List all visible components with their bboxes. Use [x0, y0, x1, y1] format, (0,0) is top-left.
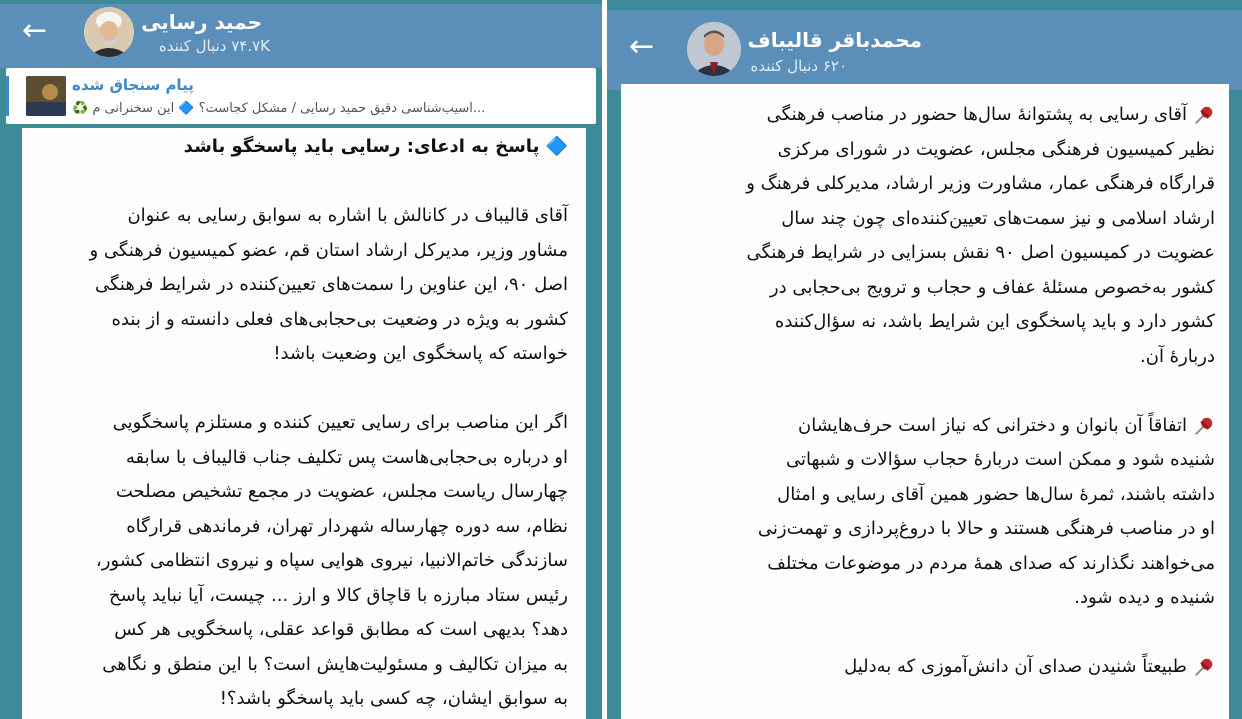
text-line: کشور به‌خصوص مسئلهٔ عفاف و حجاب و ترویج بی‌حجابی در [769, 276, 1215, 298]
text-line [631, 650, 1215, 685]
text-line: اتفاقاً آن بانوان و دخترانی که نیاز است حرف‌هایشان [798, 414, 1187, 436]
text-line: نظام، سه دوره چهارساله شهردار تهران، فرماندهی قرارگاه [126, 515, 568, 537]
avatar-portrait-icon [687, 22, 741, 76]
pinned-message-bar[interactable] [6, 68, 596, 124]
text-line [631, 409, 1215, 444]
text-line: آقای رسایی به پشتوانهٔ سال‌ها حضور در مناصب فرهنگی [766, 104, 1187, 125]
text-line: شنیده شود و ممکن است دربارهٔ حجاب سؤالات و شبهاتی [786, 449, 1215, 470]
channel-header [0, 4, 602, 68]
text-line [631, 98, 1215, 133]
text-line: به میزان تکالیف و مسئولیت‌هایش است؟ با این منطق و نگاهی [102, 653, 568, 675]
follower-count: ۷۴.۷K دنبال کننده [158, 37, 270, 55]
pinned-preview-text: ♻️ آسیب‌شناسی دقیق حمید رسایی / مشکل کجاست؟ 🔷 این سخنرانی م... [72, 101, 486, 116]
avatar-portrait-icon [84, 7, 134, 57]
text-line: دربارهٔ آن. [1140, 345, 1215, 367]
pinned-thumbnail [26, 76, 66, 116]
text-line: دهد؟ بدیهی است که مطابق قواعد عقلی، پاسخگویی هر کس [114, 619, 568, 640]
pushpin-icon [1193, 656, 1215, 678]
right-channel-panel [607, 0, 1242, 719]
text-line: خواسته که پاسخگوی این وضعیت باشد! [273, 343, 568, 364]
text-line: مشاور وزیر، مدیرکل ارشاد استان قم، عضو کمیسیون فرهنگی و [89, 239, 568, 261]
text-line: چهارسال ریاست مجلس، عضویت در مجمع تشخیص مصلحت [115, 481, 568, 502]
message-heading: 🔷 پاسخ به ادعای: رسایی باید پاسخگو باشد [183, 136, 568, 157]
text-line: رئیس ستاد مبارزه با قاچاق کالا و ارز ... چیست، آیا نباید پاسخ [108, 584, 568, 606]
spacer [631, 616, 1215, 651]
message-paragraph-1 [32, 199, 568, 372]
text-line: ارشاد اسلامی و نیز سمت‌های تعیین‌کننده‌ای چون چند سال [781, 207, 1215, 229]
message-paragraph-2 [32, 406, 568, 717]
text-line: سازندگی خاتم‌الانبیا، نیروی هوایی سپاه و نیروی انتظامی کشور، [95, 550, 568, 571]
message-bubble [22, 128, 586, 719]
text-line: قرارگاه فرهنگی عمار، مشاورت وزیر ارشاد، مدیرکلی فرهنگ و [746, 173, 1215, 194]
back-arrow-icon[interactable]: ← [629, 29, 655, 64]
pushpin-icon [1193, 415, 1215, 437]
text-line: اگر این مناصب برای رسایی تعیین کننده و مستلزم پاسخگویی [112, 412, 568, 433]
text-line: عضویت در کمیسیون اصل ۹۰ نقش بسزایی در شرایط فرهنگی [746, 242, 1215, 263]
text-line: اصل ۹۰، این عناوین را سمت‌های تعیین‌کننده در شرایط فرهنگی [94, 274, 568, 295]
back-arrow-icon[interactable]: ← [22, 13, 48, 48]
message-bubble [621, 84, 1229, 719]
text-line: او در مناصب فرهنگی هستند و حالا با دروغ‌پردازی و تهمت‌زنی [757, 518, 1215, 539]
message-paragraph-1 [631, 98, 1215, 374]
pinned-indicator [6, 76, 9, 116]
text-line: شنیده و دیده شود. [1074, 587, 1215, 608]
text-line: به سوابق ایشان، چه کسی باید پاسخگو باشد؟! [219, 688, 568, 709]
avatar[interactable] [687, 22, 741, 76]
spacer [631, 374, 1215, 409]
pinned-image-icon [26, 76, 66, 116]
text-line: کشور به ویژه در وضعیت بی‌حجابی‌های فعلی دانسته و از بنده [111, 308, 568, 330]
pinned-title: پیام سنجاق شده [72, 76, 194, 94]
spacer [32, 165, 568, 200]
left-channel-panel [0, 0, 602, 719]
message-paragraph-2 [631, 409, 1215, 616]
text-line: داشته باشند، ثمرهٔ سال‌ها حضور همین آقای رسایی و امثال [777, 483, 1215, 505]
avatar[interactable] [84, 7, 134, 57]
channel-name[interactable]: حمید رسایی [141, 10, 262, 34]
text-line: او درباره بی‌حجابی‌هاست پس تکلیف جناب قالیباف با سابقه [125, 446, 568, 468]
text-line: کشور دارد و باید پاسخگوی این شرایط باشد، نه سؤال‌کننده [774, 311, 1215, 332]
channel-name[interactable]: محمدباقر قالیباف [747, 28, 922, 52]
text-line: نظیر کمیسیون فرهنگی مجلس، عضویت در شورای مرکزی [777, 138, 1215, 160]
text-line: می‌خواهند نگذارند که صدای همهٔ مردم در موضوعات مختلف [767, 552, 1215, 574]
spacer [32, 372, 568, 407]
follower-count: ۶۲۰ دنبال کننده [750, 57, 847, 75]
channel-header [607, 10, 1242, 90]
pushpin-icon [1193, 104, 1215, 126]
text-line: طبیعتاً شنیدن صدای آن دانش‌آموزی که به‌دلیل [844, 656, 1187, 677]
message-paragraph-3 [631, 650, 1215, 685]
text-line: آقای قالیباف در کانالش با اشاره به سوابق رسایی به عنوان [127, 205, 568, 226]
